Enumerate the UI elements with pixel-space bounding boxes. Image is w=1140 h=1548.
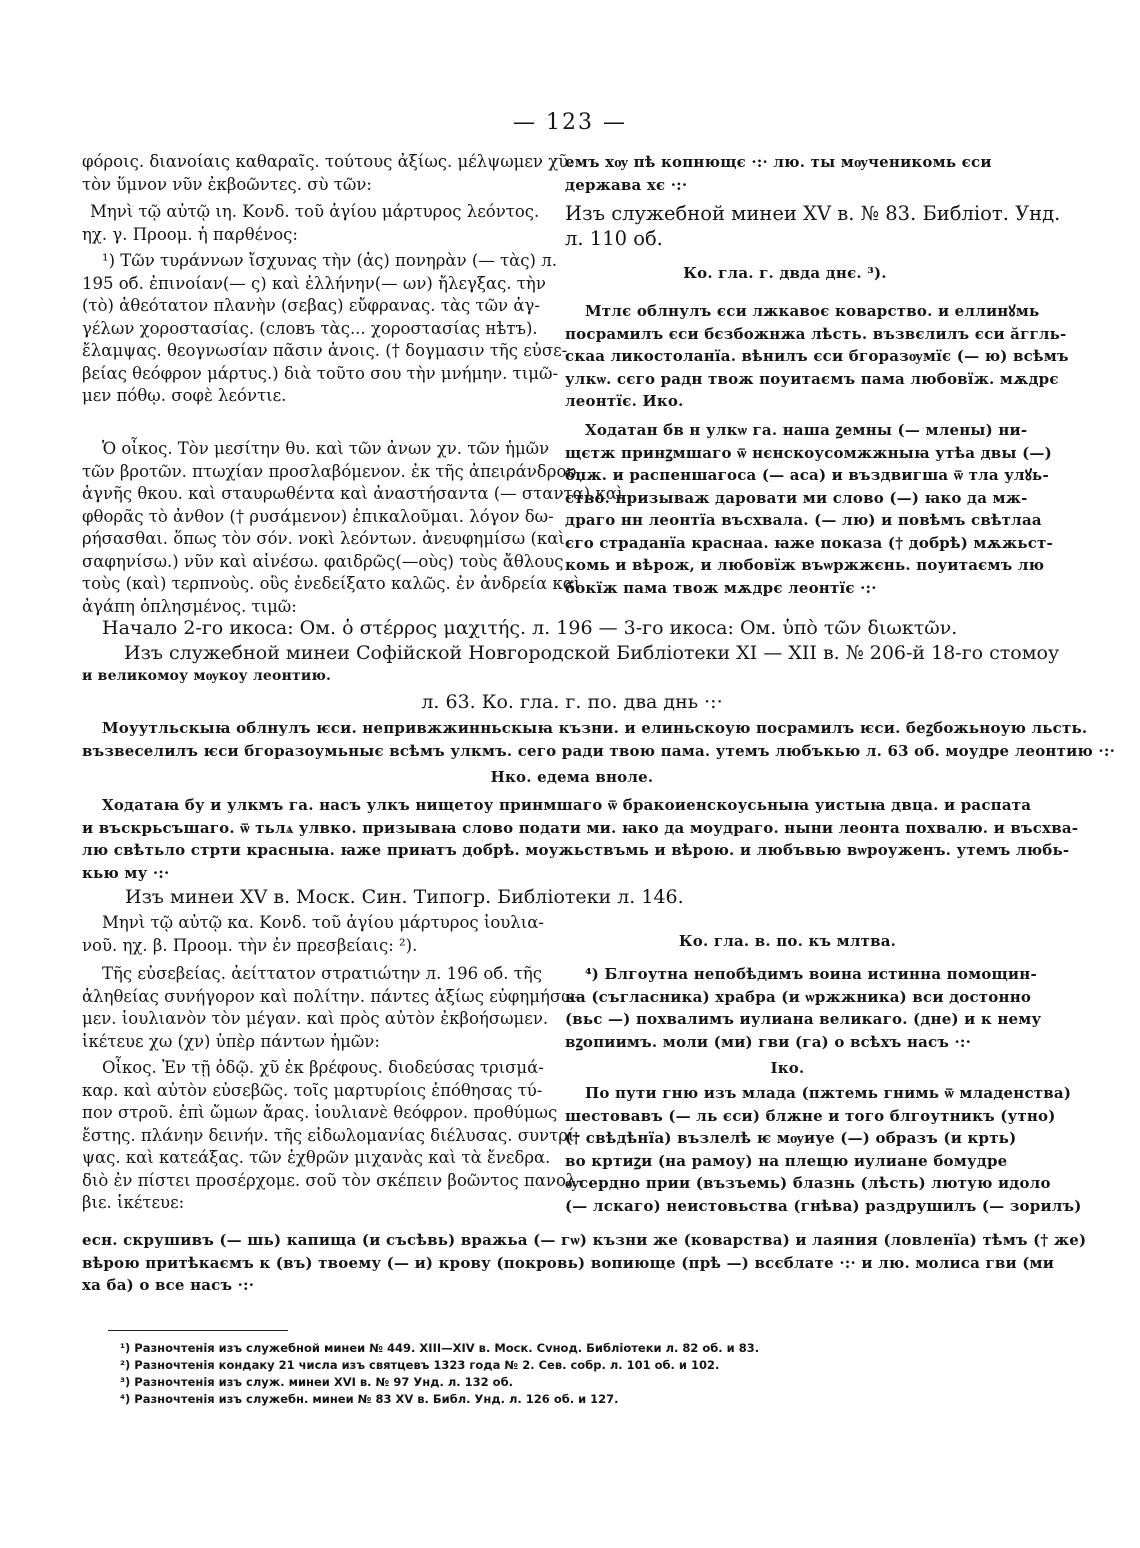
text-line: Οἶκος. Ἐν τῇ ὁδῷ. χῦ ἐκ βρέφους. διοδεύσας τρισμά- xyxy=(102,1058,544,1077)
greek-heading-julian xyxy=(82,912,552,957)
text-line: бокїж пама твож мѫдрє леонтїє ·:· xyxy=(565,578,877,597)
text-line: держава хє ·:· xyxy=(565,175,688,194)
text-line: (— лскаго) неистовьства (гнѣва) раздрушилъ (— зорилъ) xyxy=(565,1196,1082,1215)
text-line: Начало 2-го икоса: Ом. ὁ στέρρος μαχιτής. л. 196 — 3-го икоса: Ом. ὑπὸ τῶν διωκτῶν. xyxy=(102,617,958,639)
greek-kontakion-leo xyxy=(82,250,568,408)
text-line: φθορᾶς τὸ ἀνθον († ρυσάμενον) ἐπικαλοῦμαι. λόγον δω- xyxy=(82,506,554,526)
heading-kontakion-novgorod xyxy=(82,690,1062,714)
text-line: ка (съгласника) храбра (и ѡржжника) вси достонно xyxy=(565,987,1032,1006)
text-line: шестовавъ (— ль єси) блжне и того блгоутникъ (утно) xyxy=(565,1106,1056,1125)
text-line: μεν. ἰουλιανὸν τὸν μέγαν. καὶ πρὸς αὐτὸν ἐκβοήσωμεν. xyxy=(82,1009,549,1028)
heading-oikos-novgorod xyxy=(82,766,1062,789)
footnote: ²) Разночтенiя кондаку 21 числа изъ святцевъ 1323 года № 2. Сев. собр. л. 101 об. и 102. xyxy=(120,1358,720,1372)
footnote: ³) Разночтенiя изъ служ. минеи XVI в. № 97 Унд. л. 132 об. xyxy=(120,1375,513,1389)
greek-oikos-leo xyxy=(82,438,624,618)
text-line: лю свѣтьло стрти красныꙗ. ꙗже приꙗтъ добрѣ. моужьствъмь и вѣрою. и любъвью вѡроуженъ. утемъ любь- xyxy=(82,841,1070,859)
text-line: скаа ликостоланїа. вѣнилъ єси бгоразѹмїє (— ю) всѣмъ xyxy=(565,347,1069,365)
footnotes xyxy=(120,1340,1020,1408)
text-line: ство. призываж даровати ми слово (—) ꙗко да мж- xyxy=(565,488,1028,507)
text-line: есн. скрушивъ (— шь) капища (и съсѣвь) вражьа (— гѡ) къзни же (коварства) и лаяния (ловленїа) тѣмъ († же) xyxy=(82,1231,1087,1249)
text-line: Ко. гла. в. по. къ млтва. xyxy=(678,932,897,950)
slavonic-oikos-julian xyxy=(565,1082,1082,1217)
slavonic-heading-kontakion-julian xyxy=(565,930,1010,953)
slavonic-heading-oikos-julian xyxy=(565,1057,1010,1080)
text-line: βείας θεόφρον μάρτυς.) διὰ τοῦτο σου τὴν μνήμην. τιμῶ- xyxy=(82,363,559,383)
text-line: єго страданїа краснаа. ꙗже показа († добрѣ) мѫжьст- xyxy=(565,533,1053,552)
text-line: († свѣдѣнїа) възлелѣ ѥ мѹиуе (—) образъ (и крть) xyxy=(565,1129,1017,1147)
text-line: ¹) Τῶν τυράννων ἴσχυνας τὴν (ἀς) πονηρὰν (— τὰς) л. xyxy=(102,251,557,270)
text-line: Μηνὶ τῷ αὐτῷ κα. Κονδ. τοῦ ἁγίου μάρτυρος ἰουλια- xyxy=(102,913,544,932)
text-line: σαφηνίσω.) νῦν καὶ αἰνέσω. φαιδρῶς(—οὺς) τοὺς ἄθλους xyxy=(82,551,564,571)
text-line: τῶν βροτῶν. πτωχίαν προσλαβόμενον. ἐκ τῆς ἀπειράνδρου xyxy=(82,461,577,481)
greek-heading-leo-tone xyxy=(82,224,544,247)
text-line: τὸν ὕμνον νῦν ἐκβοῶντες. σὺ τῶν: xyxy=(82,174,372,194)
text-line: ρήσασθαι. ὅπως τὸν σόν. νοκὶ λεόντων. ἀνευφημίσω (καὶ xyxy=(82,529,565,548)
text-line: ἁγνῆς θκου. καὶ σταυρωθέντα καὶ ἀναστήσαντα (— σταντα).καὶ xyxy=(82,484,624,503)
text-line: Моуутльскыꙗ облнулъ ѥси. непривжжинньскыꙗ къзни. и елиньскоую посрамилъ ѥси. беꙁбожьноую льсть. xyxy=(102,719,1088,737)
text-line: ἀληθείας συνήγορον καὶ πολίτην. πάντες ἀξίως εὐφημήσω- xyxy=(82,986,581,1006)
slavonic-oikos-leo xyxy=(565,419,1053,599)
text-line: Ходатан бв н улкѡ га. наша ꙁемны (— млены) ни- xyxy=(585,421,1028,439)
footnote: ⁴) Разночтенiя изъ служебн. минеи № 83 XV в. Библ. Унд. л. 126 об. и 127. xyxy=(120,1392,619,1406)
text-line: вꙁопиимъ. моли (ми) гви (га) о всѣхъ насъ ·:· xyxy=(565,1032,972,1051)
novgorod-kontakion xyxy=(82,717,1116,762)
text-line: ηχ. γ. Προομ. ἡ παρθένος: xyxy=(82,225,298,244)
text-line: Ко. гла. г. двда днє. ³). xyxy=(683,264,887,282)
novgorod-oikos xyxy=(82,794,1079,884)
text-line: емъ хѹ пѣ копнющє ·:· лю. ты мѹченикомь єси xyxy=(565,153,992,171)
text-line: (вьс —) похвалимъ иулиана великаго. (дне) и к нему xyxy=(565,1010,1042,1028)
text-line: Нко. едема вноле. xyxy=(490,768,654,786)
text-line: щєтж принꙁмшаго ѿ нєнскоусомжжныꙗ утѣа двы (—) xyxy=(565,443,1052,462)
text-line: 195 об. ἐπινοίαν(— ς) καὶ ἐλλήνην(— ων) ἤλεγξας. τὴν xyxy=(82,273,546,293)
text-line: и великомоу мѹкоу леонтию. xyxy=(82,668,332,684)
text-line: ἔστης. πλάνην δεινήν. τῆς εἰδωλομανίας διέλυσας. συντρί- xyxy=(82,1125,580,1145)
text-line: кью му ·:· xyxy=(82,863,170,882)
footnote-divider xyxy=(108,1330,288,1331)
text-line: βιε. ἱκέτευε: xyxy=(82,1193,185,1212)
text-line: ἀγάπη ὁπλησμένος. τιμῶ: xyxy=(82,596,297,616)
text-line: Ходатаꙗ бу и улкмъ га. насъ улкъ нищетоу принмшаго ѿ бракоиенскоусьныꙗ уистыꙗ двца. и распата xyxy=(102,796,1032,814)
greek-heading-leo xyxy=(70,201,564,224)
text-line: драго нн леонтїа въсхвала. (— лю) и повѣмъ свѣтлаа xyxy=(565,511,1042,529)
text-line: τοὺς (καὶ) τερπνοὺς. οὓς ἐνεδείξατο καλῶς. ἐν ἀνδρεία καὶ xyxy=(82,574,581,593)
text-line: Изъ служебной минеи Софiйской Новгородской Библiотеки XI — XII в. № 206-й 18-го стомоу xyxy=(124,642,1060,664)
text-line: (τὸ) ἀθεότατον πλανὴν (σεβας) εὔφρανας. τὰς τῶν ἀγ- xyxy=(82,296,540,315)
text-line: бџж. и распеншагоса (— аса) и въздвигша ѿ тла улꙋь- xyxy=(565,466,1049,484)
slavonic-oikos-julian-ending xyxy=(82,1229,1087,1297)
greek-kontakion-julian xyxy=(82,963,581,1053)
text-line: възвеселилъ ѥси бгоразоумьныє всѣмъ улкмъ. сего ради твою пама. утемъ любъкью л. 63 об. моудре леонтию ·:· xyxy=(82,741,1116,760)
text-line: ха ба) о все насъ ·:· xyxy=(82,1276,255,1294)
source-note-1 xyxy=(565,201,1061,251)
text-line: διὸ ἐν πίστει προσέρχομε. σοῦ τὸν σκέπειν βοῶντος πανολ- xyxy=(82,1170,582,1190)
text-line: Ὁ οἶκος. Τὸν μεσίτην θυ. καὶ τῶν ἀνων χν. τῶν ἡμῶν xyxy=(102,439,550,458)
text-line: νοῦ. ηχ. β. Προομ. τὴν ἐν πρεσβείαις: ²). xyxy=(82,935,418,955)
slavonic-text-intro xyxy=(565,151,1005,196)
text-line: Іко. xyxy=(770,1059,805,1077)
slavonic-kontakion-leo xyxy=(565,300,1069,413)
text-line: комь и вѣрож, и любовїж въѡржжєнь. поуитаємъ лю xyxy=(565,556,1045,574)
text-line: πον στροῦ. ἐπὶ ὤμων ἄρας. ἰουλιανὲ θεόφρον. προθύμως xyxy=(82,1103,558,1122)
slavonic-heading-kontakion-leo xyxy=(565,262,1005,285)
text-line: ⁴) Блгоутна непобѣдимъ воина истинна помощин- xyxy=(585,965,1037,983)
text-line: л. 63. Ко. гла. г. по. два днь ·:· xyxy=(421,691,723,713)
text-line: посрамилъ єси бєзбожнжа лѣсть. възвєлилъ єси ӑггль- xyxy=(565,324,1067,343)
text-line: Μηνὶ τῷ αὐτῷ ιη. Κονδ. τοῦ ἁγίου μάρτυρος λεόντος. xyxy=(90,202,540,221)
text-line: леонтїє. Ико. xyxy=(565,392,684,410)
text-line: Изъ минеи XV в. Моск. Син. Типогр. Библiотеки л. 146. xyxy=(125,886,684,908)
greek-text-intro xyxy=(82,151,574,196)
source-note-2 xyxy=(82,641,1062,688)
text-line: ѹсердно прии (възъемь) блазнь (лѣсть) лютую идоло xyxy=(565,1174,1051,1192)
text-line: γέλων χοροστασίας. (словъ τὰς... χοροστασίας нѣтъ). xyxy=(82,318,538,338)
text-line: л. 110 об. xyxy=(565,227,663,250)
text-line: ψας. καὶ κατεάξας. τῶν ἐχθρῶν μιχανὰς καὶ τὰ ἔνεδρα. xyxy=(82,1148,551,1167)
text-line: μεν πόθῳ. σοφὲ λεόντιε. xyxy=(82,386,287,405)
text-line: φόροις. διανοίαις καθαραῖς. τούτους ἀξίως. μέλψωμεν χῦ. xyxy=(82,152,574,171)
text-line: ἔλαμψας. θεογνωσίαν πᾶσιν ἀνοις. († δογμασιν τῆς εὐσε- xyxy=(82,341,568,360)
text-line: Изъ служебной минеи XV в. № 83. Библiот. Унд. xyxy=(565,202,1061,225)
text-line: Τῆς εὐσεβείας. ἀείττατον στρατιώτην л. 196 об. τῆς xyxy=(102,964,542,983)
slavonic-kontakion-julian xyxy=(565,963,1042,1053)
incipits-note xyxy=(102,616,1062,640)
greek-oikos-julian xyxy=(82,1057,582,1215)
text-line: ἱκέτευε χω (χν) ὑπὲρ πάντων ἡμῶν: xyxy=(82,1031,380,1051)
text-line: καρ. καὶ αὐτὸν εὐσεβῶς. τοῖς μαρτυρίοις ἐπόθησας τύ- xyxy=(82,1080,543,1100)
text-line: во кртиꙁи (на рамоу) на плещю иулиане бомудре xyxy=(565,1151,1008,1170)
text-line: вѣрою притѣкаємъ к (въ) твоему (— и) крову (покровь) вопиюще (прѣ —) всєблате ·:· и лю. молиса гви (ми xyxy=(82,1253,1055,1272)
text-line: Мтлє облнулъ єси лжкавоє коварство. и еллинꙋмь xyxy=(585,302,1040,320)
text-line: По пути гню изъ млада (пжтемь гнимь ѿ младенства) xyxy=(585,1084,1072,1102)
page-number: — 123 — xyxy=(513,110,627,135)
text-line: и въскрьсъшаго. ѿ тьлѧ улвко. призываꙗ слово подати ми. ꙗко да моудраго. ныни леонта похвалю. и въсхва- xyxy=(82,818,1079,837)
text-line: улкѡ. сєго радн твож поуитаємъ пама любовїж. мѫдрє xyxy=(565,369,1059,388)
footnote: ¹) Разночтенiя изъ служебной минеи № 449. XIII—XIV в. Моск. Сvнод. Библiотеки л. 82 об. и 83. xyxy=(120,1341,760,1355)
source-note-3 xyxy=(125,885,1025,909)
